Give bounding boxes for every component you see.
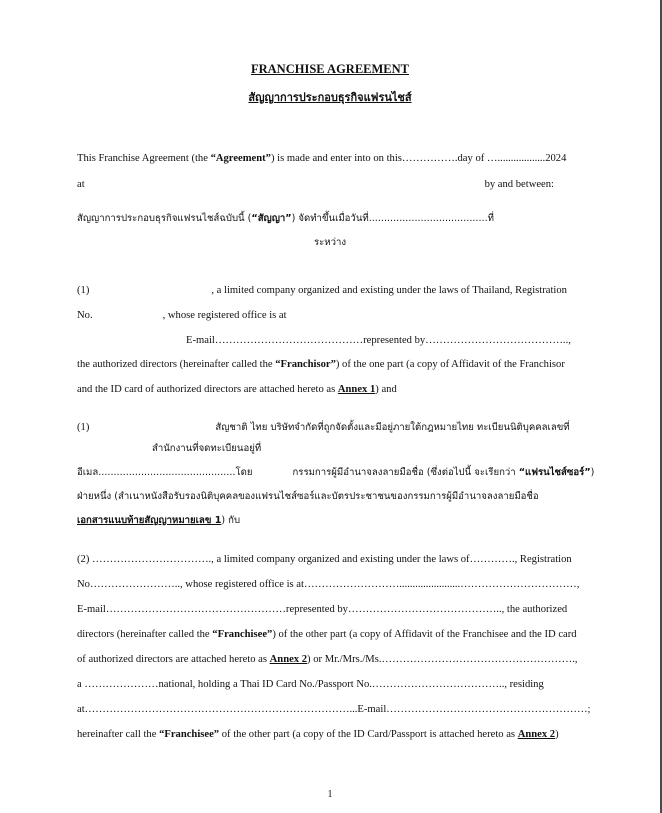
party1-th-line-4: ฝ่ายหนึ่ง (สำเนาหนังสือรับรองนิติบุคคลของแฟรนไชส์ซอร์และบัตรประชาชนของกรรมการผู้มีอำนาจลงลายมือชื่อ <box>77 491 539 502</box>
thai-intro-between: ระหว่าง <box>313 237 347 248</box>
party1-th-line-2: สำนักงานที่จดทะเบียนอยู่ที่ <box>152 443 262 454</box>
intro-line-2: at by and between: <box>77 179 554 190</box>
party2-en-line-1: (2) ……………………………., a limited company organized and existing under the laws of…………., Registration <box>77 554 572 565</box>
page-number: 1 <box>327 789 333 800</box>
party2-en-line-4: directors (hereinafter called the “Franchisee”) of the other part (a copy of Affidavit of the Franchisee and the ID card <box>77 629 577 640</box>
thai-intro-line-1: สัญญาการประกอบธุรกิจแฟรนไชส์ฉบับนี้ (“สัญญา”) จัดทำขึ้นเมื่อวันที่.......................................ที่ <box>77 213 494 224</box>
party1-th-line-3: อีเมล.............................................โดย กรรมการผู้มีอำนาจลงลายมือชื่อ (ซึ่งต่อไปนี้ จะเรียกว่า “แฟรนไชส์ซอร์”) <box>77 467 595 478</box>
party1-th-line-5: เอกสารแนบท้ายสัญญาหมายเลข 1) กับ <box>77 515 241 526</box>
party1-th-line-1: (1) สัญชาติ ไทย บริษัทจำกัดที่ถูกจัดตั้งและมีอยู่ภายใต้กฎหมายไทย ทะเบียนนิติบุคคลเลขที่ <box>77 422 570 433</box>
party2-en-line-3: E-mail……………………………………………represented by…………………………………….., the authorized <box>77 604 568 615</box>
document-title: FRANCHISE AGREEMENT <box>250 62 409 76</box>
annex-1-reference: Annex 1 <box>337 384 376 395</box>
party2-en-line-7: at…………………………………………………………………...E-mail…………………………………………………; <box>77 704 591 715</box>
party2-en-line-6: a …………………national, holding a Thai ID Card No./Passport No.……………………………….., residing <box>77 679 544 690</box>
party2-en-line-8: hereinafter call the “Franchisee” of the other part (a copy of the ID Card/Passport is attached hereto as Annex 2) <box>77 729 559 740</box>
party1-en-line-2: No. , whose registered office is at <box>77 310 287 321</box>
annex-2-reference: Annex 2 <box>269 654 308 665</box>
document-thai-title: สัญญาการประกอบธุรกิจแฟรนไชส์ <box>248 91 412 104</box>
party1-en-line-5: and the ID card of authorized directors are attached hereto as Annex 1) and <box>77 384 397 395</box>
party1-en-line-3: E-mail……………………………………represented by………………………………….., <box>186 335 571 346</box>
agreement-term: “Agreement” <box>210 153 271 164</box>
annex-1-thai-reference: เอกสารแนบท้ายสัญญาหมายเลข 1 <box>77 515 222 526</box>
annex-2-reference-2: Annex 2 <box>517 729 556 740</box>
intro-line-1: This Franchise Agreement (the “Agreement”) is made and enter into on this…………….day of …..................2024 <box>77 153 567 164</box>
party1-en-line-1: (1) , a limited company organized and existing under the laws of Thailand, Registration <box>77 285 567 296</box>
party2-en-line-2: No…………………….., whose registered office is at……………………….......................……………………………, <box>77 579 580 590</box>
party2-en-line-5: of authorized directors are attached hereto as Annex 2) or Mr./Mrs./Ms.………………………………………………., <box>77 654 578 665</box>
party1-en-line-4: the authorized directors (hereinafter called the “Franchisor”) of the one part (a copy of Affidavit of the Franchisor <box>77 359 565 370</box>
